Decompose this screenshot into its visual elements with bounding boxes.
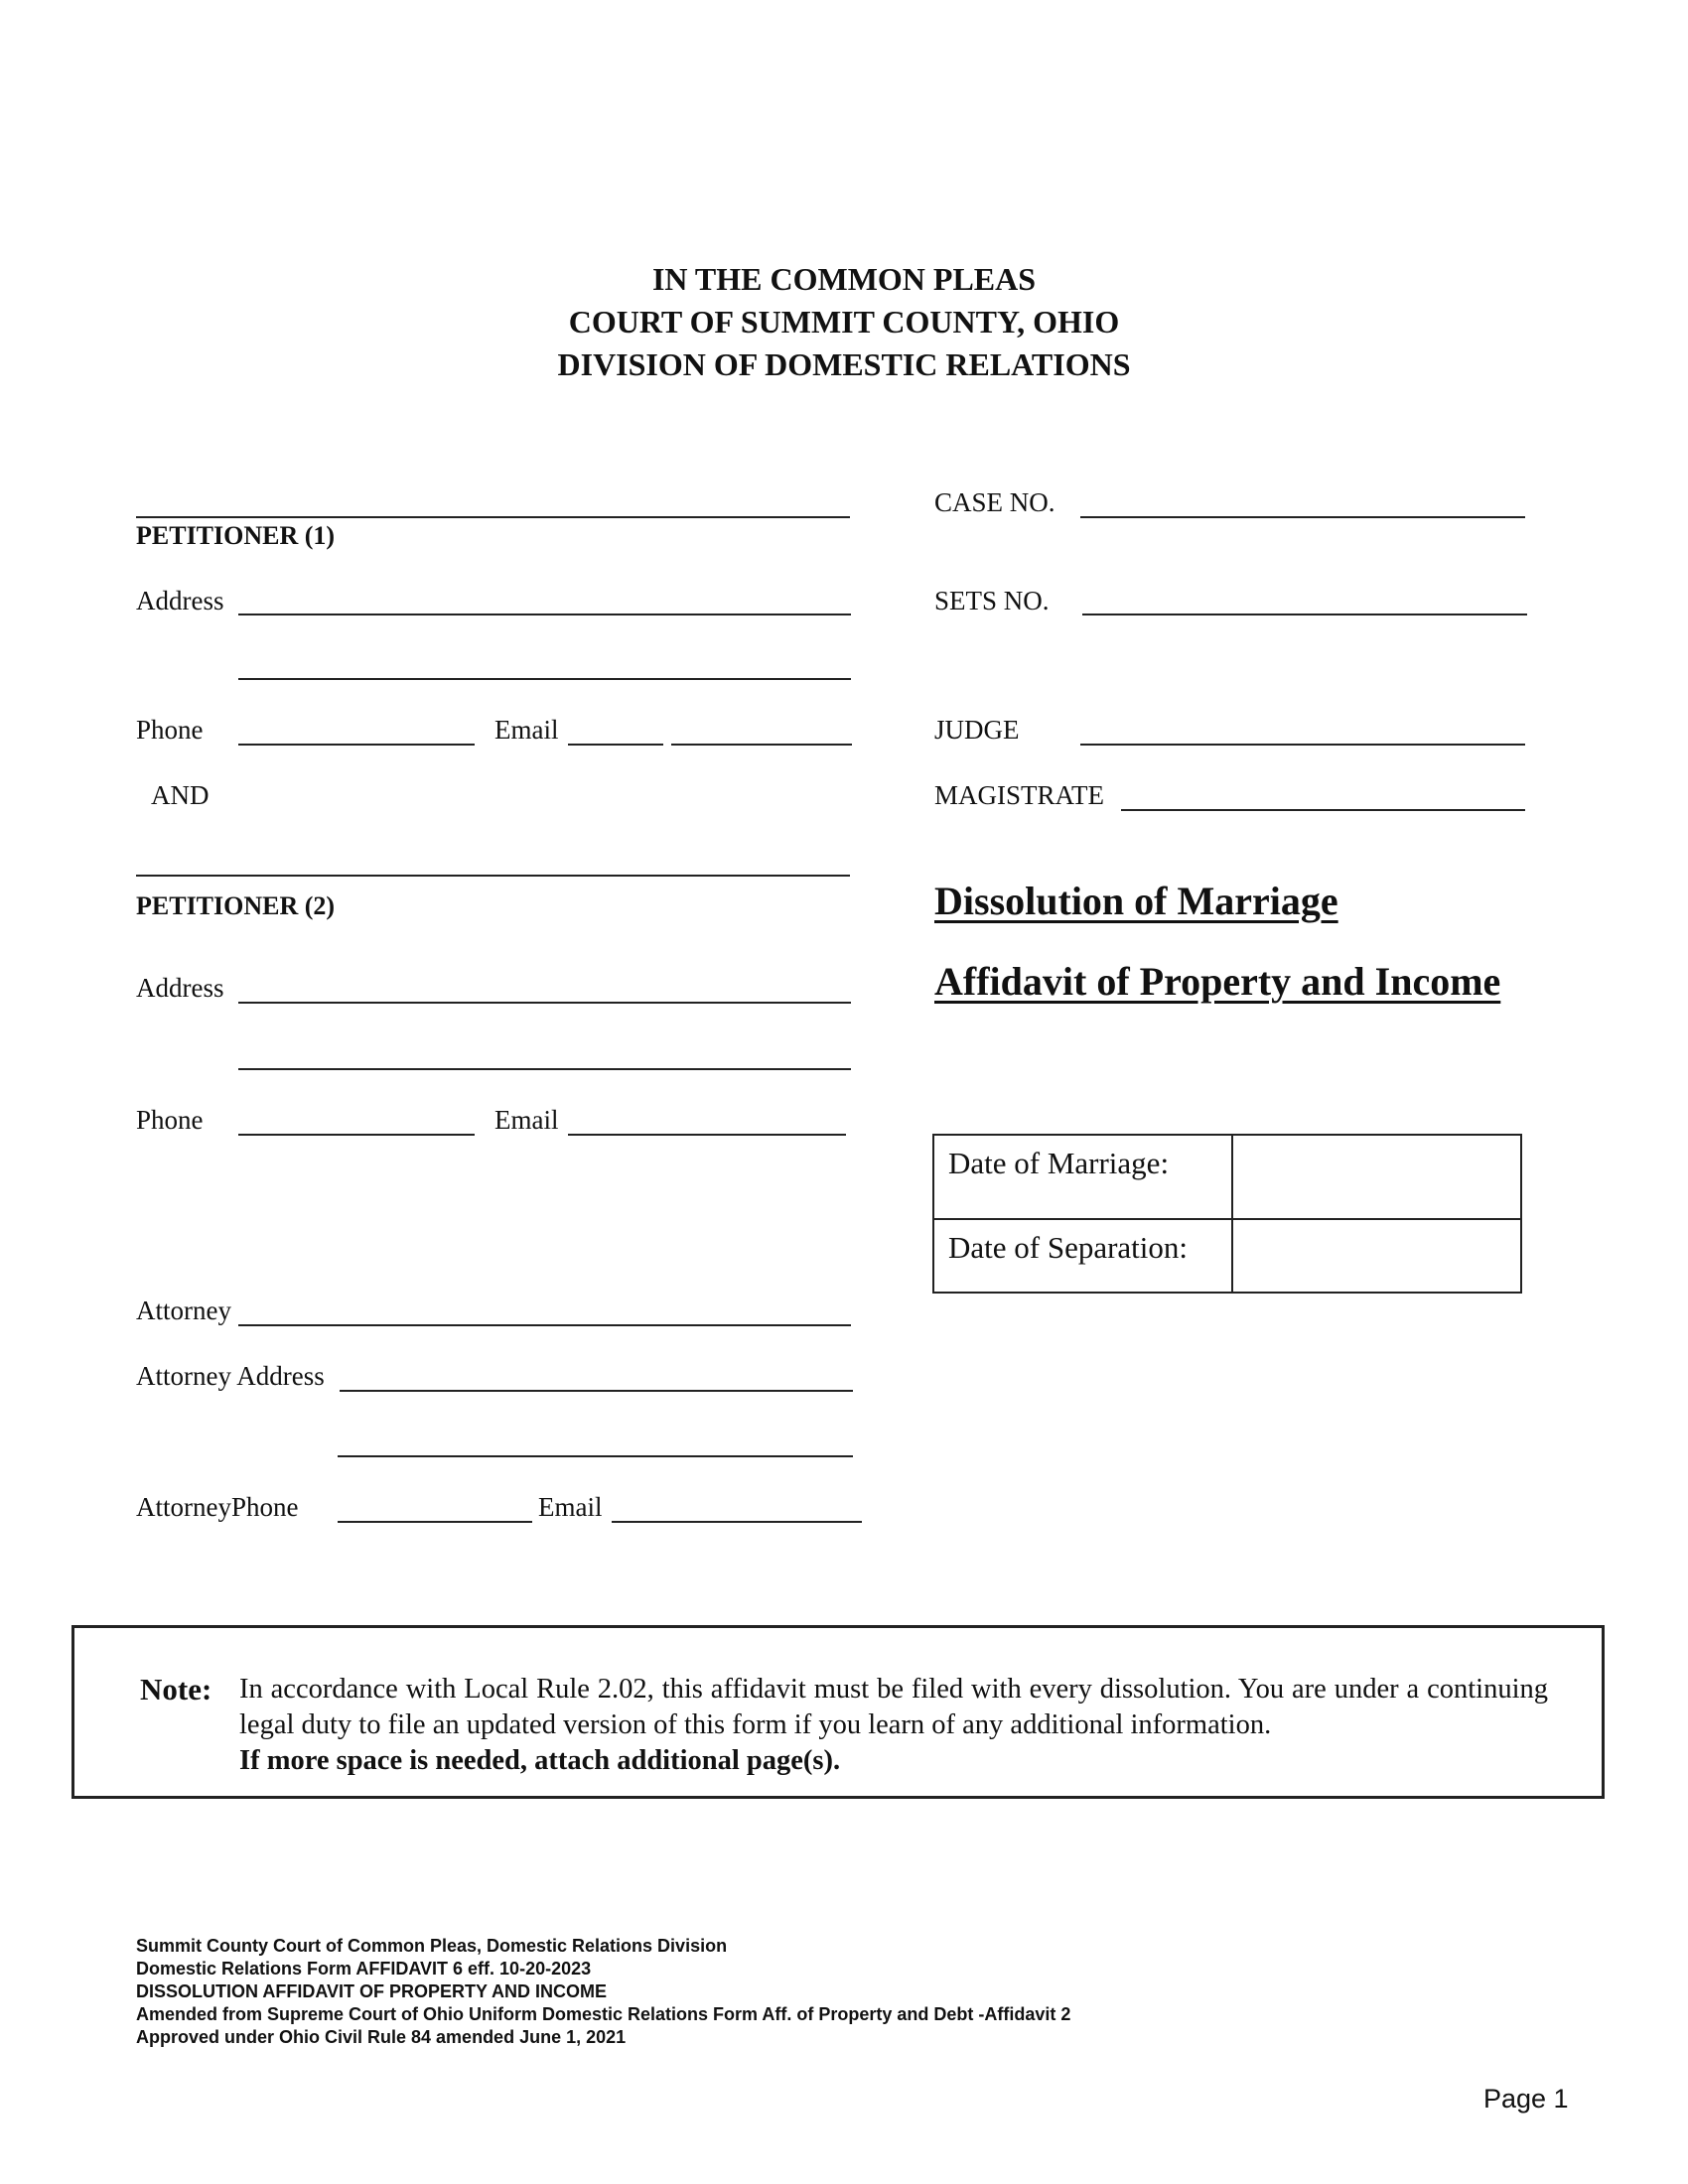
attorney-phone-label: AttorneyPhone bbox=[136, 1492, 299, 1522]
form-title-affidavit: Affidavit of Property and Income bbox=[934, 959, 1501, 1004]
petitioner1-address-field-2[interactable] bbox=[238, 678, 851, 680]
petitioner1-phone-label: Phone bbox=[136, 715, 204, 745]
date-of-separation-field[interactable] bbox=[1232, 1219, 1521, 1293]
case-no-field[interactable] bbox=[1080, 516, 1525, 518]
petitioner1-address-label: Address bbox=[136, 586, 224, 615]
attorney-address-label: Attorney Address bbox=[136, 1361, 325, 1391]
attorney-name-field[interactable] bbox=[238, 1324, 851, 1326]
petitioner2-phone-label: Phone bbox=[136, 1105, 204, 1135]
petitioner2-address-field-1[interactable] bbox=[238, 1002, 851, 1004]
attorney-address-field-2[interactable] bbox=[338, 1455, 853, 1457]
footer-line-4: Amended from Supreme Court of Ohio Uniform Domestic Relations Form Aff. of Property and Debt -Affidavit 2 bbox=[136, 2004, 1071, 2024]
petitioner1-email-field-2[interactable] bbox=[671, 744, 852, 746]
magistrate-label: MAGISTRATE bbox=[934, 780, 1105, 810]
petitioner1-address-field-1[interactable] bbox=[238, 614, 851, 615]
attorney-email-field[interactable] bbox=[612, 1521, 862, 1523]
note-label: Note: bbox=[140, 1672, 212, 1706]
footer-line-1: Summit County Court of Common Pleas, Domestic Relations Division bbox=[136, 1936, 728, 1956]
magistrate-field[interactable] bbox=[1121, 809, 1525, 811]
petitioner1-email-label: Email bbox=[494, 715, 559, 745]
petitioner1-email-field-1[interactable] bbox=[568, 744, 663, 746]
sets-no-field[interactable] bbox=[1082, 614, 1527, 615]
footer-line-2: Domestic Relations Form AFFIDAVIT 6 eff. 10-20-2023 bbox=[136, 1959, 592, 1979]
form-title-dissolution: Dissolution of Marriage bbox=[934, 879, 1338, 923]
petitioner2-address-field-2[interactable] bbox=[238, 1068, 851, 1070]
petitioner1-name-field[interactable] bbox=[136, 516, 850, 518]
court-header-line-3: DIVISION OF DOMESTIC RELATIONS bbox=[557, 346, 1131, 382]
date-of-separation-label: Date of Separation: bbox=[933, 1219, 1232, 1293]
petitioner2-phone-field[interactable] bbox=[238, 1134, 475, 1136]
petitioner1-phone-field[interactable] bbox=[238, 744, 475, 746]
petitioner2-name-field[interactable] bbox=[136, 875, 850, 877]
note-body: In accordance with Local Rule 2.02, this affidavit must be filed with every dissolution. You are under a continuing legal duty to file an updated version of this form if you learn of any additional information. bbox=[239, 1674, 1548, 1740]
petitioner2-label: PETITIONER (2) bbox=[136, 891, 336, 920]
judge-field[interactable] bbox=[1080, 744, 1525, 746]
page-number: Page 1 bbox=[1483, 2084, 1569, 2114]
note-text bbox=[239, 1672, 1548, 1779]
case-no-label: CASE NO. bbox=[934, 487, 1055, 517]
attorney-email-label: Email bbox=[538, 1492, 603, 1522]
footer-line-5: Approved under Ohio Civil Rule 84 amended June 1, 2021 bbox=[136, 2027, 627, 2047]
date-of-marriage-field[interactable] bbox=[1232, 1135, 1521, 1219]
court-header-line-1: IN THE COMMON PLEAS bbox=[651, 261, 1037, 297]
petitioner2-address-label: Address bbox=[136, 973, 224, 1003]
judge-label: JUDGE bbox=[934, 715, 1020, 745]
petitioner2-email-label: Email bbox=[494, 1105, 559, 1135]
attorney-label: Attorney bbox=[136, 1296, 231, 1325]
dates-table bbox=[932, 1134, 1522, 1294]
footer-line-3: DISSOLUTION AFFIDAVIT OF PROPERTY AND INCOME bbox=[136, 1981, 608, 2001]
court-header-line-2: COURT OF SUMMIT COUNTY, OHIO bbox=[568, 304, 1120, 340]
form-footer bbox=[136, 1935, 1070, 2049]
petitioner1-label: PETITIONER (1) bbox=[136, 521, 336, 550]
note-box bbox=[71, 1625, 1605, 1799]
and-label: AND bbox=[151, 780, 210, 810]
attorney-phone-field[interactable] bbox=[338, 1521, 532, 1523]
attorney-address-field-1[interactable] bbox=[340, 1390, 853, 1392]
petitioner2-email-field[interactable] bbox=[568, 1134, 846, 1136]
date-of-marriage-label: Date of Marriage: bbox=[933, 1135, 1232, 1219]
note-bold-instruction: If more space is needed, attach additional page(s). bbox=[239, 1745, 841, 1776]
sets-no-label: SETS NO. bbox=[934, 586, 1050, 615]
